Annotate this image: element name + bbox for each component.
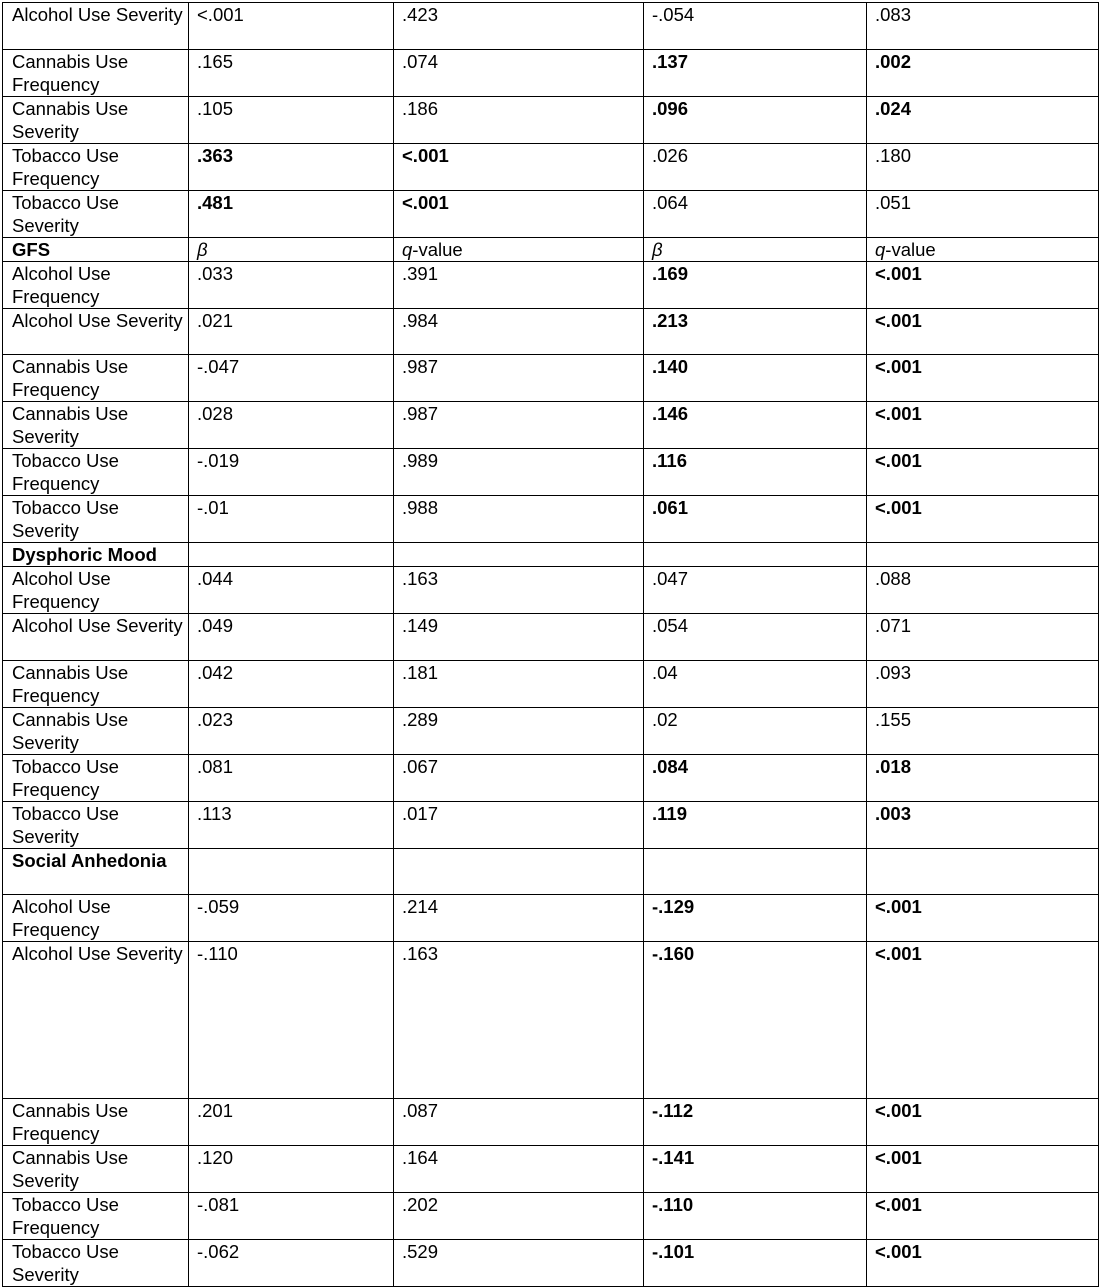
- row-label: Cannabis Use Severity: [3, 707, 189, 754]
- row-label: Tobacco Use Frequency: [3, 1193, 189, 1240]
- table-row: [3, 1240, 1099, 1287]
- value-cell: .984: [394, 308, 644, 355]
- value-cell: <.001: [867, 895, 1099, 942]
- value-cell: .140: [644, 355, 867, 402]
- value-cell: -.160: [644, 942, 867, 1099]
- table-row: [3, 660, 1099, 707]
- value-cell: <.001: [189, 3, 394, 50]
- value-cell: <.001: [867, 1146, 1099, 1193]
- table-row: [3, 801, 1099, 848]
- row-label: Alcohol Use Frequency: [3, 895, 189, 942]
- section-title: GFS: [3, 237, 189, 261]
- value-cell: .989: [394, 449, 644, 496]
- header-cell: [189, 848, 394, 895]
- table-row: [3, 1193, 1099, 1240]
- value-cell: .202: [394, 1193, 644, 1240]
- value-cell: -.141: [644, 1146, 867, 1193]
- value-cell: .071: [867, 614, 1099, 661]
- header-suffix: -value: [885, 238, 936, 260]
- table-row: [3, 308, 1099, 355]
- value-cell: .054: [644, 614, 867, 661]
- value-cell: .088: [867, 567, 1099, 614]
- row-label: Alcohol Use Severity: [3, 942, 189, 1099]
- value-cell: <.001: [867, 355, 1099, 402]
- value-cell: <.001: [867, 261, 1099, 308]
- value-cell: <.001: [394, 143, 644, 190]
- value-cell: .083: [867, 3, 1099, 50]
- value-cell: -.110: [644, 1193, 867, 1240]
- value-cell: <.001: [394, 190, 644, 237]
- table-row: [3, 567, 1099, 614]
- table-row: [3, 707, 1099, 754]
- value-cell: <.001: [867, 449, 1099, 496]
- value-cell: .003: [867, 801, 1099, 848]
- row-label: Alcohol Use Severity: [3, 308, 189, 355]
- value-cell: .987: [394, 402, 644, 449]
- table-row: [3, 49, 1099, 96]
- value-cell: .391: [394, 261, 644, 308]
- value-cell: .363: [189, 143, 394, 190]
- value-cell: .044: [189, 567, 394, 614]
- row-label: Alcohol Use Severity: [3, 3, 189, 50]
- value-cell: .201: [189, 1099, 394, 1146]
- value-cell: .084: [644, 754, 867, 801]
- value-cell: .186: [394, 96, 644, 143]
- row-label: Cannabis Use Frequency: [3, 1099, 189, 1146]
- value-cell: .213: [644, 308, 867, 355]
- value-cell: .987: [394, 355, 644, 402]
- table-body: [3, 3, 1099, 1287]
- row-label: Tobacco Use Frequency: [3, 449, 189, 496]
- section-header-row: [3, 848, 1099, 895]
- header-cell: [644, 848, 867, 895]
- header-suffix: -value: [412, 238, 463, 260]
- table-row: [3, 261, 1099, 308]
- value-cell: .023: [189, 707, 394, 754]
- table-row: [3, 1146, 1099, 1193]
- value-cell: .163: [394, 567, 644, 614]
- value-cell: .155: [867, 707, 1099, 754]
- value-cell: .002: [867, 49, 1099, 96]
- table-row: [3, 614, 1099, 661]
- value-cell: .146: [644, 402, 867, 449]
- row-label: Alcohol Use Frequency: [3, 261, 189, 308]
- value-cell: -.047: [189, 355, 394, 402]
- row-label: Cannabis Use Severity: [3, 402, 189, 449]
- row-label: Tobacco Use Frequency: [3, 143, 189, 190]
- value-cell: .051: [867, 190, 1099, 237]
- value-cell: -.054: [644, 3, 867, 50]
- value-cell: .033: [189, 261, 394, 308]
- value-cell: .116: [644, 449, 867, 496]
- value-cell: .165: [189, 49, 394, 96]
- header-symbol: q: [875, 238, 886, 260]
- value-cell: .042: [189, 660, 394, 707]
- row-label: Cannabis Use Frequency: [3, 49, 189, 96]
- header-cell: [394, 237, 644, 261]
- value-cell: .061: [644, 496, 867, 543]
- row-label: Tobacco Use Frequency: [3, 754, 189, 801]
- value-cell: .164: [394, 1146, 644, 1193]
- value-cell: .289: [394, 707, 644, 754]
- value-cell: .096: [644, 96, 867, 143]
- row-label: Cannabis Use Frequency: [3, 355, 189, 402]
- value-cell: .214: [394, 895, 644, 942]
- value-cell: .137: [644, 49, 867, 96]
- value-cell: .169: [644, 261, 867, 308]
- table-row: [3, 895, 1099, 942]
- value-cell: .049: [189, 614, 394, 661]
- table-row: [3, 449, 1099, 496]
- section-title: Dysphoric Mood: [3, 543, 189, 567]
- row-label: Alcohol Use Severity: [3, 614, 189, 661]
- row-label: Cannabis Use Severity: [3, 1146, 189, 1193]
- header-cell: [867, 848, 1099, 895]
- value-cell: .04: [644, 660, 867, 707]
- value-cell: .017: [394, 801, 644, 848]
- value-cell: <.001: [867, 402, 1099, 449]
- value-cell: .120: [189, 1146, 394, 1193]
- value-cell: <.001: [867, 496, 1099, 543]
- value-cell: .021: [189, 308, 394, 355]
- value-cell: .423: [394, 3, 644, 50]
- row-label: Cannabis Use Frequency: [3, 660, 189, 707]
- value-cell: .064: [644, 190, 867, 237]
- value-cell: .105: [189, 96, 394, 143]
- header-symbol: β: [652, 238, 663, 260]
- value-cell: -.019: [189, 449, 394, 496]
- value-cell: .119: [644, 801, 867, 848]
- table-row: [3, 355, 1099, 402]
- row-label: Tobacco Use Severity: [3, 496, 189, 543]
- table-row: [3, 402, 1099, 449]
- value-cell: -.062: [189, 1240, 394, 1287]
- value-cell: -.081: [189, 1193, 394, 1240]
- value-cell: .024: [867, 96, 1099, 143]
- value-cell: .149: [394, 614, 644, 661]
- value-cell: .163: [394, 942, 644, 1099]
- value-cell: .529: [394, 1240, 644, 1287]
- header-cell: [189, 237, 394, 261]
- value-cell: -.01: [189, 496, 394, 543]
- value-cell: .02: [644, 707, 867, 754]
- value-cell: <.001: [867, 942, 1099, 1099]
- value-cell: .988: [394, 496, 644, 543]
- value-cell: -.129: [644, 895, 867, 942]
- value-cell: .081: [189, 754, 394, 801]
- header-cell: [189, 543, 394, 567]
- value-cell: <.001: [867, 308, 1099, 355]
- table-row: [3, 96, 1099, 143]
- row-label: Tobacco Use Severity: [3, 801, 189, 848]
- value-cell: -.110: [189, 942, 394, 1099]
- header-cell: [644, 543, 867, 567]
- value-cell: .018: [867, 754, 1099, 801]
- value-cell: .047: [644, 567, 867, 614]
- section-title: Social Anhedonia: [3, 848, 189, 895]
- value-cell: .180: [867, 143, 1099, 190]
- table-row: [3, 942, 1099, 1099]
- row-label: Cannabis Use Severity: [3, 96, 189, 143]
- header-symbol: q: [402, 238, 413, 260]
- header-cell: [867, 543, 1099, 567]
- section-header-row: [3, 237, 1099, 261]
- results-table: [2, 2, 1099, 1287]
- table-row: [3, 3, 1099, 50]
- header-cell: [644, 237, 867, 261]
- value-cell: -.059: [189, 895, 394, 942]
- value-cell: .087: [394, 1099, 644, 1146]
- value-cell: .481: [189, 190, 394, 237]
- header-cell: [394, 848, 644, 895]
- header-symbol: β: [197, 238, 208, 260]
- value-cell: .181: [394, 660, 644, 707]
- value-cell: -.112: [644, 1099, 867, 1146]
- row-label: Tobacco Use Severity: [3, 190, 189, 237]
- row-label: Tobacco Use Severity: [3, 1240, 189, 1287]
- table-row: [3, 190, 1099, 237]
- table-row: [3, 496, 1099, 543]
- value-cell: .028: [189, 402, 394, 449]
- section-header-row: [3, 543, 1099, 567]
- value-cell: <.001: [867, 1240, 1099, 1287]
- table-row: [3, 754, 1099, 801]
- value-cell: .113: [189, 801, 394, 848]
- header-cell: [867, 237, 1099, 261]
- value-cell: .026: [644, 143, 867, 190]
- value-cell: <.001: [867, 1193, 1099, 1240]
- header-cell: [394, 543, 644, 567]
- table-row: [3, 143, 1099, 190]
- value-cell: -.101: [644, 1240, 867, 1287]
- row-label: Alcohol Use Frequency: [3, 567, 189, 614]
- value-cell: <.001: [867, 1099, 1099, 1146]
- value-cell: .067: [394, 754, 644, 801]
- table-row: [3, 1099, 1099, 1146]
- value-cell: .093: [867, 660, 1099, 707]
- value-cell: .074: [394, 49, 644, 96]
